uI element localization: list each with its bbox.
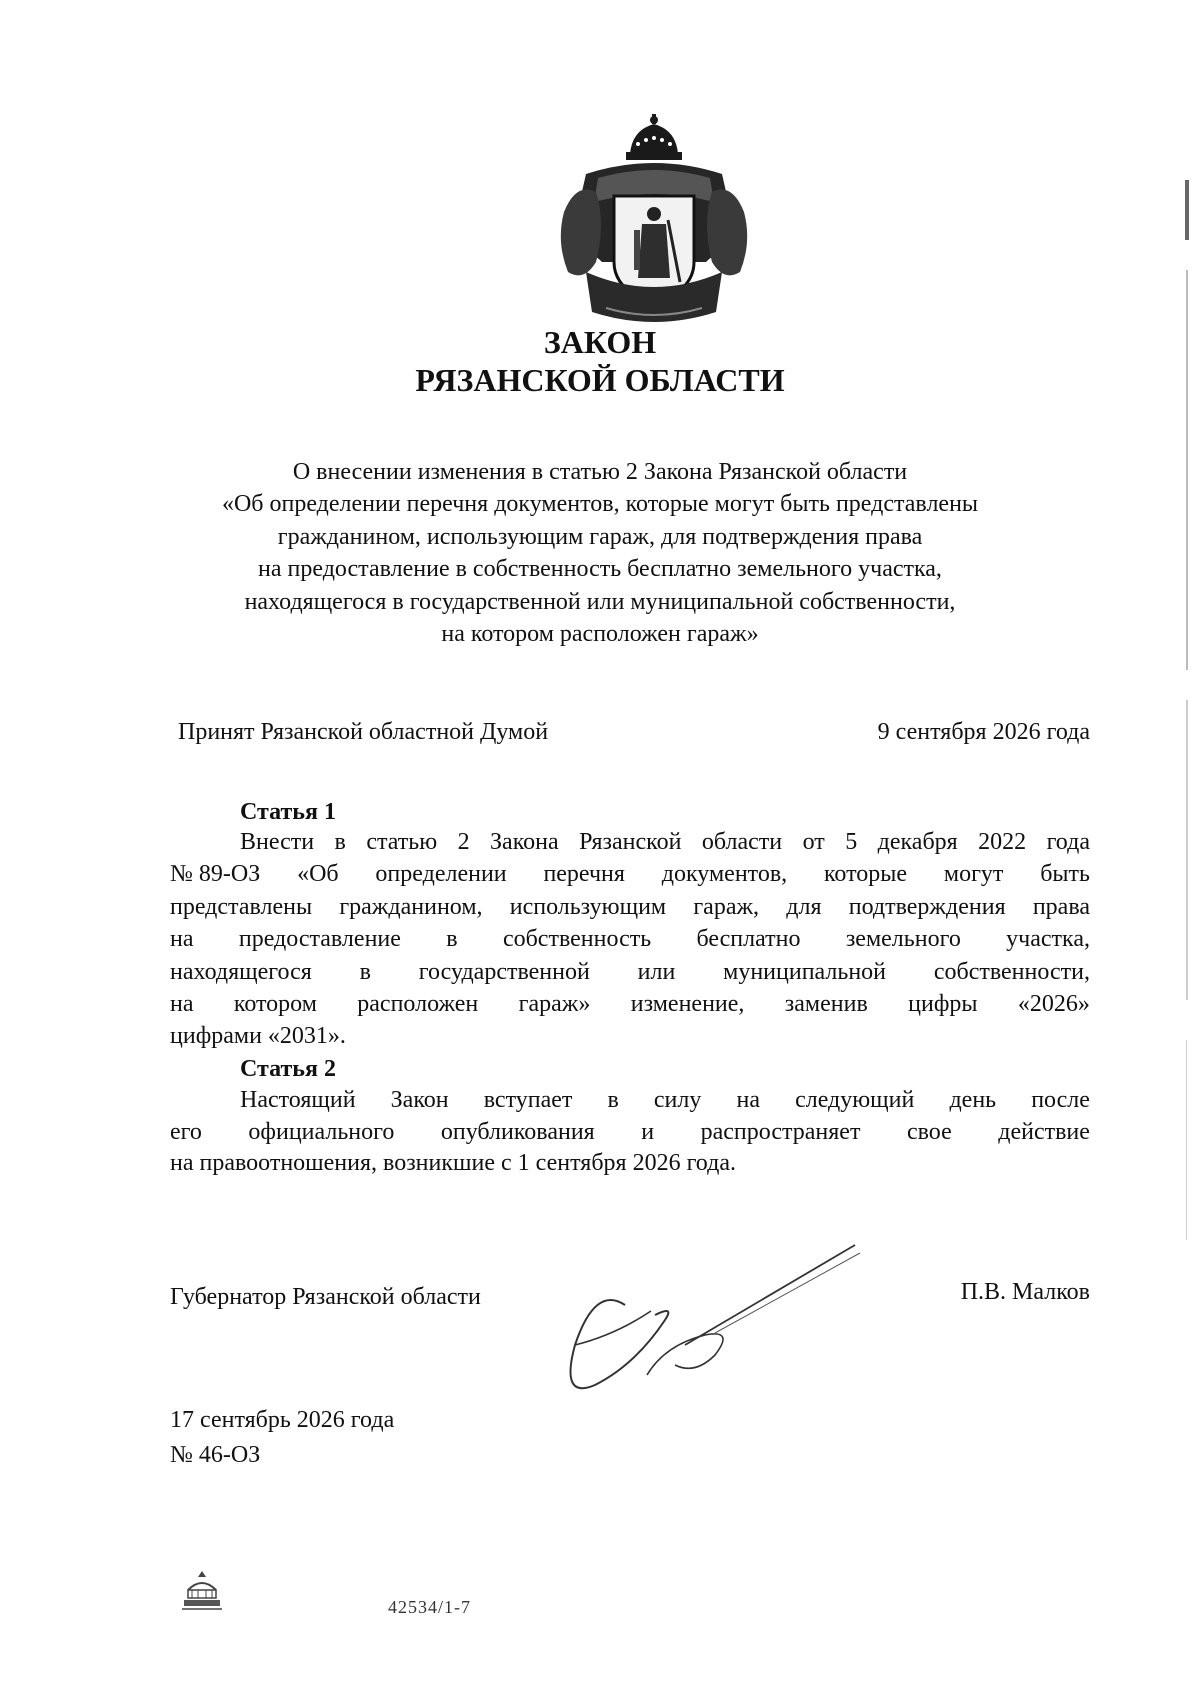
article-2-heading: Статья 2 xyxy=(240,1056,336,1082)
word: Закона xyxy=(490,829,559,855)
word: на xyxy=(170,991,194,1018)
word: подтверждения xyxy=(848,893,1006,920)
word: следующий xyxy=(795,1087,915,1113)
word: бесплатно xyxy=(696,926,801,953)
subtitle-line: находящегося в государственной или муниципальной собственности, xyxy=(244,588,956,615)
word: 2 xyxy=(457,829,470,855)
word: участка, xyxy=(1006,926,1090,953)
word: Рязанской xyxy=(579,829,682,855)
governor-title: Губернатор Рязанской области xyxy=(170,1284,481,1310)
article1-line xyxy=(240,826,1090,858)
word: Закон xyxy=(390,1087,449,1113)
word: на xyxy=(736,1087,760,1113)
article1-line xyxy=(170,956,1090,988)
subtitle-line: О внесении изменения в статью 2 Закона Рязанской области xyxy=(292,459,908,485)
word: его xyxy=(170,1118,202,1145)
word: перечня xyxy=(543,861,625,888)
word: государственной xyxy=(418,958,590,985)
word: в xyxy=(334,829,346,855)
word: собственности, xyxy=(933,958,1090,985)
word: Настоящий xyxy=(240,1087,356,1113)
article1-line xyxy=(170,891,1090,923)
word: котором xyxy=(233,991,317,1018)
law-date: 17 сентябрь 2026 года xyxy=(170,1407,395,1433)
word: вступает xyxy=(483,1087,573,1113)
word: день xyxy=(949,1087,997,1113)
word: 5 xyxy=(845,829,858,855)
article2-line xyxy=(170,1117,1090,1149)
word: официального xyxy=(248,1118,395,1145)
article1-line xyxy=(170,923,1090,955)
word: «2026» xyxy=(1017,991,1090,1018)
word: в xyxy=(607,1087,619,1113)
word: Внести xyxy=(240,829,315,855)
word: № 89-ОЗ xyxy=(170,861,261,888)
word: распространяет xyxy=(700,1118,861,1145)
print-code: 42534/1-7 xyxy=(388,1597,471,1617)
word: опубликования xyxy=(440,1118,595,1145)
article-1-heading: Статья 1 xyxy=(240,799,336,825)
word: расположен xyxy=(357,991,479,1018)
article-1-body xyxy=(170,826,1090,1053)
print-shop-emblem-icon xyxy=(178,1568,226,1612)
adoption-date: 9 сентября 2026 года xyxy=(877,719,1090,745)
word: права xyxy=(1032,893,1090,920)
word: или xyxy=(637,958,676,985)
law-title: ЗАКОН xyxy=(543,324,657,360)
word: заменив xyxy=(784,991,868,1018)
word: в xyxy=(359,958,371,985)
law-subtitle xyxy=(0,456,1200,650)
word: цифры xyxy=(908,991,978,1018)
word: после xyxy=(1031,1087,1090,1113)
word: использующим xyxy=(509,893,667,920)
subtitle-line: на котором расположен гараж» xyxy=(441,621,759,648)
word: определении xyxy=(375,861,507,888)
word: могут xyxy=(943,861,1004,888)
law-number: № 46-ОЗ xyxy=(170,1442,261,1468)
word: гражданином, xyxy=(339,893,483,920)
governor-name: П.В. Малков xyxy=(960,1279,1090,1305)
word: области xyxy=(701,829,783,855)
article-2-last-line: на правоотношения, возникшие с 1 сентября 2026 года. xyxy=(170,1150,736,1176)
word: земельного xyxy=(845,926,961,953)
word: 2022 xyxy=(978,829,1027,855)
article-2-body xyxy=(170,1085,1090,1180)
word: от xyxy=(802,829,825,855)
word: действие xyxy=(998,1118,1090,1145)
word: «Об xyxy=(297,861,339,888)
handwritten-signature xyxy=(555,1225,875,1435)
word: документов, xyxy=(661,861,788,888)
word: свое xyxy=(906,1118,952,1145)
adopted-by: Принят Рязанской областной Думой xyxy=(178,719,549,745)
article1-line xyxy=(170,858,1090,890)
word: собственность xyxy=(502,926,652,953)
subtitle-line: гражданином, использующим гараж, для подтверждения права xyxy=(277,523,923,550)
word: в xyxy=(446,926,458,953)
word: предоставление xyxy=(238,926,401,953)
word: гараж, xyxy=(693,893,760,920)
word: декабря xyxy=(877,829,958,855)
word: на xyxy=(170,926,194,953)
word: гараж» xyxy=(518,991,591,1018)
word: быть xyxy=(1040,861,1090,888)
scan-edge-artifact xyxy=(1183,40,1191,1640)
word: которые xyxy=(823,861,908,888)
word: изменение, xyxy=(630,991,745,1018)
coat-of-arms-icon xyxy=(546,112,762,327)
subtitle-line: на предоставление в собственность бесплатно земельного участка, xyxy=(258,556,942,583)
subtitle-line: «Об определении перечня документов, которые могут быть представлены xyxy=(221,491,979,518)
word: статью xyxy=(366,829,438,855)
region-title: РЯЗАНСКОЙ ОБЛАСТИ xyxy=(415,362,785,398)
word: представлены xyxy=(170,893,313,920)
word: силу xyxy=(653,1087,702,1113)
word: находящегося xyxy=(170,958,312,985)
article-1-last-line: цифрами «2031». xyxy=(170,1023,346,1050)
article2-line xyxy=(240,1085,1090,1117)
article1-line xyxy=(170,988,1090,1020)
word: для xyxy=(786,893,822,920)
word: и xyxy=(641,1118,655,1145)
word: муниципальной xyxy=(723,958,887,985)
word: года xyxy=(1046,829,1090,855)
